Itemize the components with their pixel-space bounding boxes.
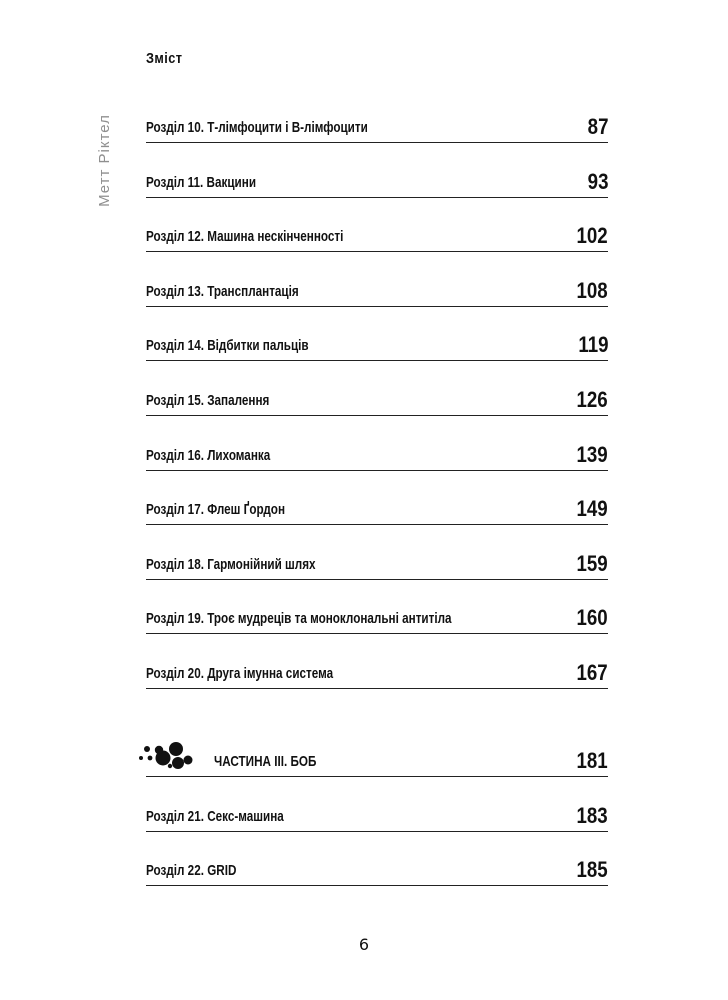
toc-entry-label: Розділ 18. Гармонійний шлях [146, 555, 316, 573]
toc-entry-label: Розділ 20. Друга імунна система [146, 664, 334, 682]
toc-entry-page: 126 [576, 386, 608, 412]
toc-entry-label: Розділ 21. Секс-машина [146, 807, 284, 825]
toc-entry-label: Розділ 22. GRID [146, 862, 237, 880]
toc-entry-12[interactable] [146, 214, 608, 252]
page-title: Зміст [146, 50, 183, 67]
toc-entry-19[interactable] [146, 596, 608, 634]
toc-entry-18[interactable] [146, 542, 608, 580]
toc-entry-22[interactable] [146, 848, 608, 886]
toc-entry-page: 139 [576, 441, 608, 467]
toc-entry-17[interactable] [146, 487, 608, 525]
toc-entry-page: 149 [576, 496, 608, 522]
toc-entry-11[interactable] [146, 160, 608, 198]
toc-entry-label: Розділ 14. Відбитки пальців [146, 337, 309, 355]
toc-entry-label: Розділ 13. Трансплантація [146, 282, 299, 300]
toc-entry-label: Розділ 16. Лихоманка [146, 446, 271, 464]
toc-entry-label: Розділ 15. Запалення [146, 391, 270, 409]
toc-entry-page: 93 [587, 168, 608, 194]
running-author [93, 105, 115, 215]
toc-entry-page: 185 [576, 857, 608, 883]
author-name: Метт Ріктел [95, 113, 113, 207]
page-number: 6 [358, 935, 370, 954]
toc-entry-label: Розділ 19. Троє мудреців та моноклональні антитіла [146, 610, 452, 628]
toc-entry-page: 167 [576, 659, 608, 685]
toc-entry-page: 108 [576, 277, 608, 303]
toc-entry-label: Розділ 10. Т-лімфоцити і В-лімфоцити [146, 119, 368, 136]
toc-entry-page: 119 [577, 332, 608, 358]
toc-part-3[interactable] [146, 739, 608, 777]
toc-entry-label: Розділ 11. Вакцини [146, 173, 257, 191]
toc-entry-label: Розділ 12. Машина нескінченності [146, 228, 344, 246]
blob-icon [138, 736, 202, 770]
toc-entry-10[interactable] [146, 105, 608, 143]
part-label: ЧАСТИНА III. БОБ [214, 752, 317, 770]
toc-entry-16[interactable] [146, 433, 608, 471]
toc-entry-15[interactable] [146, 378, 608, 416]
toc-entry-page: 159 [576, 550, 608, 576]
toc-entry-21[interactable] [146, 794, 608, 832]
toc-entry-page: 87 [587, 114, 608, 139]
toc-entry-14[interactable] [146, 323, 608, 361]
toc-entry-20[interactable] [146, 651, 608, 689]
toc-entry-page: 183 [576, 802, 608, 828]
toc-entry-13[interactable] [146, 269, 608, 307]
table-of-contents [146, 105, 608, 886]
toc-entry-page: 160 [576, 605, 608, 631]
part-page: 181 [576, 747, 608, 773]
toc-entry-page: 102 [576, 223, 608, 249]
toc-entry-label: Розділ 17. Флеш Ґордон [146, 501, 286, 519]
